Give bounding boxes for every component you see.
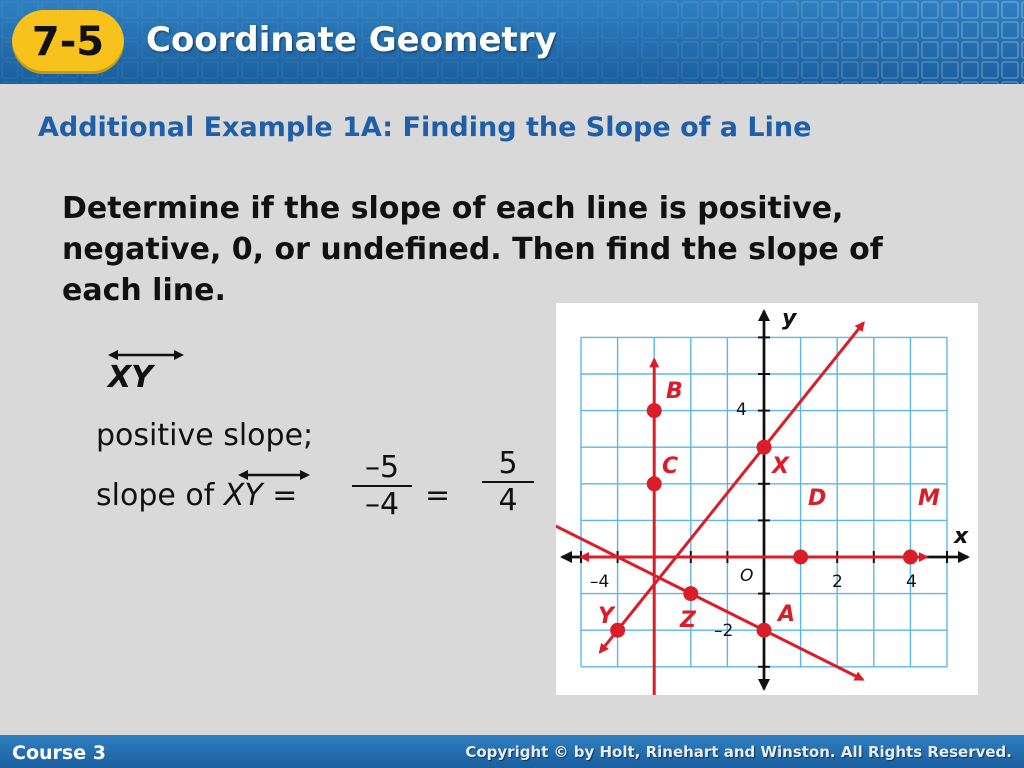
slope-of-prefix: slope of (96, 478, 224, 513)
x-tick-label: –4 (590, 572, 610, 592)
line-za (556, 504, 687, 592)
coordinate-graph-panel (556, 303, 978, 695)
copyright-notice: Copyright © by Holt, Rinehart and Winston. All Rights Reserved. (465, 743, 1012, 761)
point-label-d: D (808, 486, 827, 511)
slope-equals: = (262, 478, 298, 513)
point-b (647, 403, 662, 418)
point-label-c: C (662, 454, 679, 479)
x-axis-label: x (954, 524, 969, 549)
fraction-simplified (482, 446, 534, 518)
slope-line-name: XY (223, 478, 263, 513)
course-label: Course 3 (12, 742, 106, 764)
y-axis-label: y (782, 306, 797, 331)
y-tick-label: 4 (736, 400, 747, 420)
point-label-z: Z (680, 608, 696, 633)
fraction-rise-run (352, 450, 412, 522)
point-z (683, 586, 698, 601)
point-x (757, 440, 772, 455)
point-label-b: B (666, 379, 683, 404)
point-label-a: A (778, 602, 796, 627)
y-tick-label: –2 (714, 621, 734, 641)
example-title: Additional Example 1A: Finding the Slope of a Line (38, 112, 812, 143)
origin-label: O (740, 566, 754, 586)
point-d (793, 550, 808, 565)
point-label-m: M (918, 486, 940, 511)
fraction-numerator: 5 (498, 446, 518, 481)
x-tick-label: 2 (832, 572, 843, 592)
point-label-y: Y (598, 604, 614, 629)
graph-lines (556, 323, 927, 695)
point-c (647, 476, 662, 491)
equals-sign: = (425, 478, 451, 513)
lesson-title: Coordinate Geometry (146, 20, 557, 60)
point-label-x: X (772, 454, 789, 479)
fraction-denominator: –4 (364, 487, 400, 522)
lesson-number-badge: 7-5 (12, 10, 124, 74)
point-m (903, 550, 918, 565)
coordinate-graph (556, 303, 978, 695)
point-a (757, 623, 772, 638)
fraction-denominator: 4 (498, 483, 518, 518)
line-xy (732, 323, 864, 488)
x-tick-label: 4 (906, 572, 917, 592)
problem-prompt: Determine if the slope of each line is positive, negative, 0, or undefined. Then find the slope of each line. (62, 191, 883, 308)
fraction-numerator: –5 (364, 450, 400, 485)
line-name: XY (108, 360, 153, 395)
slope-expression (96, 478, 297, 513)
slope-sign-text: positive slope; (96, 418, 314, 453)
